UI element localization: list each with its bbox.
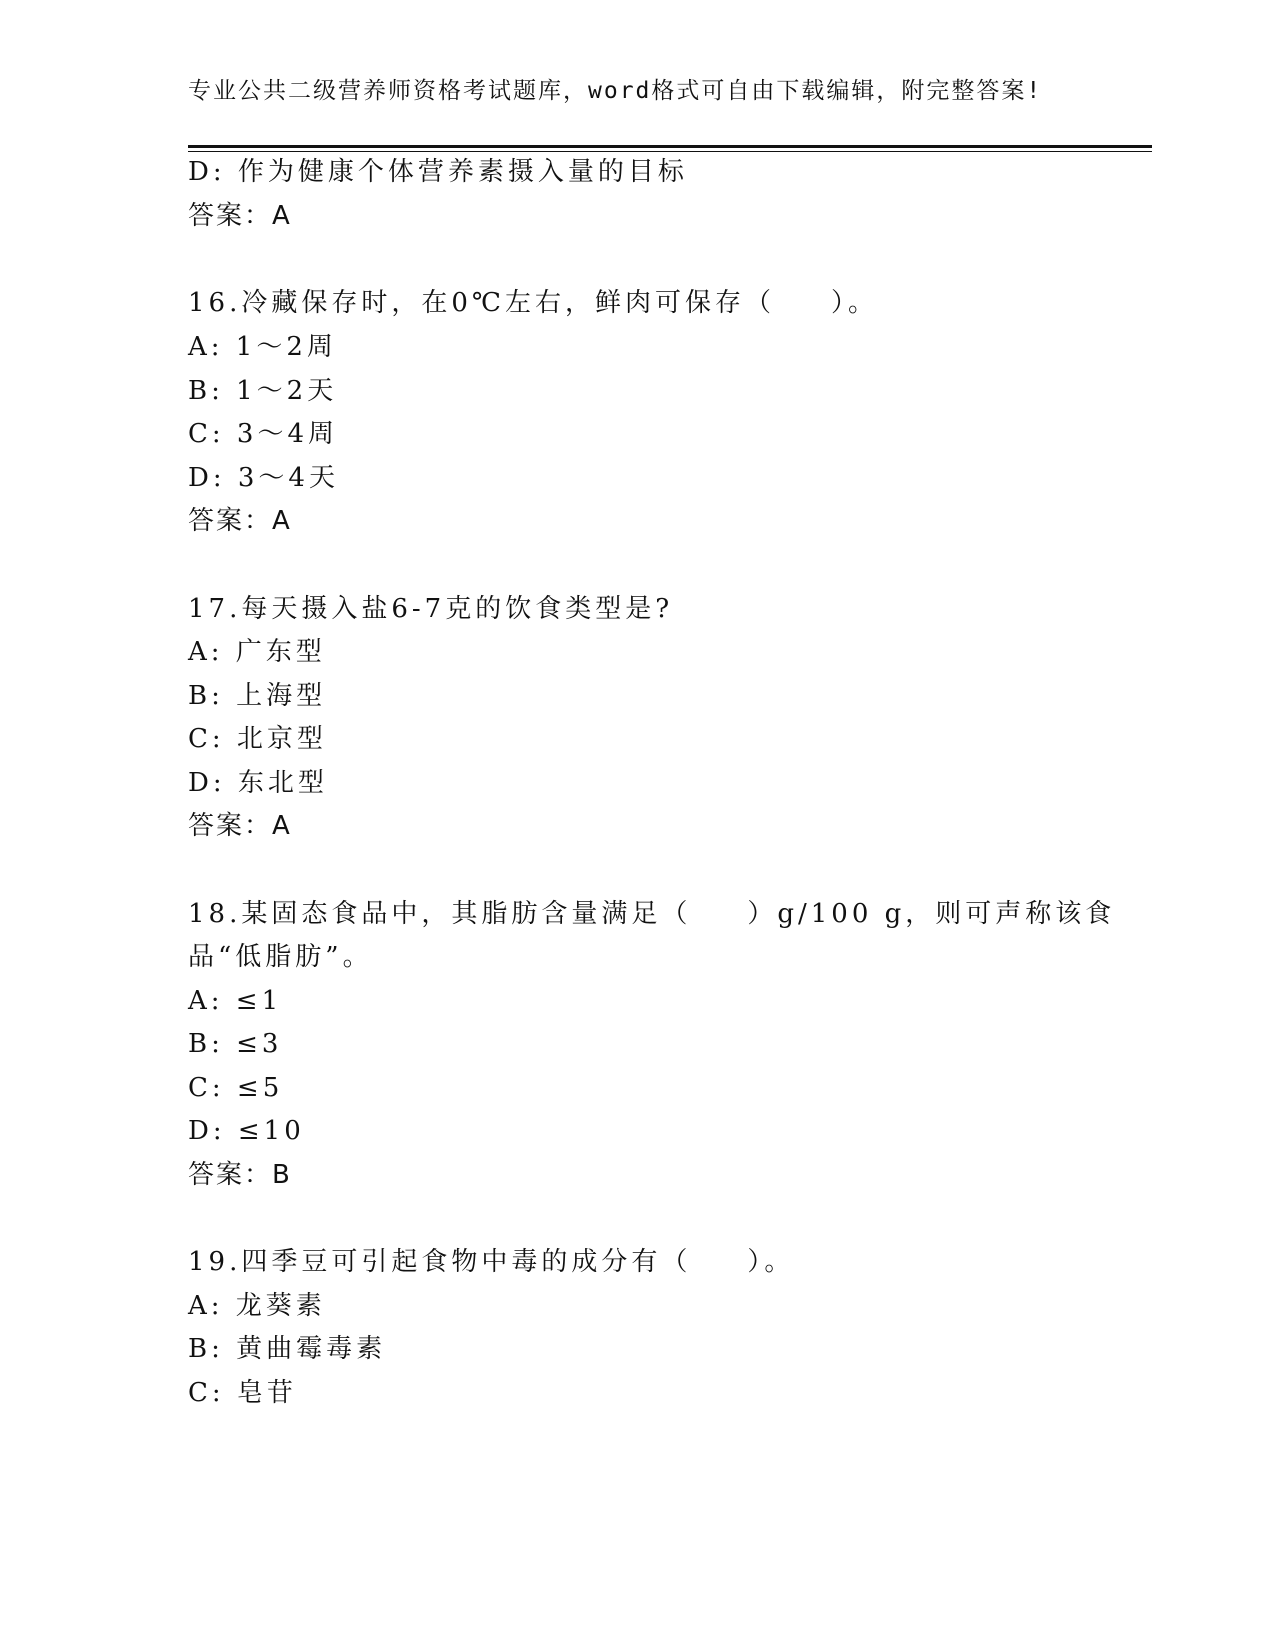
question-stem: [188, 287, 878, 319]
question-stem: [188, 1246, 794, 1278]
question-stem-part: 16.冷藏保存时，在0℃左右，鲜肉可保存（: [188, 288, 775, 318]
question-stem-part: 18.某固态食品中，其脂肪含量满足（: [188, 899, 692, 929]
question-stem-part: ）g/100 g，则可声称该食: [747, 899, 1116, 929]
answer-line: 答案：A: [188, 506, 292, 536]
option-c: C: 皂苷: [188, 1378, 297, 1408]
question-stem-part: ）。: [830, 288, 878, 318]
option-d: D: 作为健康个体营养素摄入量的目标: [188, 157, 688, 187]
question-stem: [188, 898, 1115, 930]
option-a: A: 龙葵素: [188, 1291, 326, 1321]
answer-line: 答案：A: [188, 811, 292, 841]
option-b: B: 1～2天: [188, 376, 338, 406]
option-b: B: ≤3: [188, 1029, 283, 1059]
option-c: C: 北京型: [188, 724, 327, 754]
option-d: D: 东北型: [188, 768, 328, 798]
option-b: B: 黄曲霉毒素: [188, 1334, 387, 1364]
header-rule-thin: [188, 151, 1152, 152]
header-rule-thick: [188, 145, 1152, 148]
option-d: D: ≤10: [188, 1116, 305, 1146]
option-a: A: ≤1: [188, 986, 283, 1016]
question-stem-part: ）。: [747, 1247, 795, 1277]
question-stem: 17.每天摄入盐6-7克的饮食类型是?: [188, 594, 674, 624]
option-c: C: 3～4周: [188, 419, 339, 449]
answer-line: 答案：B: [188, 1160, 292, 1190]
option-a: A: 广东型: [188, 637, 326, 667]
option-a: A: 1～2周: [188, 332, 337, 362]
answer-line: 答案：A: [188, 201, 292, 231]
page-header: 专业公共二级营养师资格考试题库，word格式可自由下载编辑，附完整答案!: [188, 78, 1043, 104]
question-stem-continuation: 品“低脂肪”。: [188, 942, 373, 972]
question-stem-part: 19.四季豆可引起食物中毒的成分有（: [188, 1247, 692, 1277]
option-b: B: 上海型: [188, 681, 327, 711]
option-c: C: ≤5: [188, 1073, 284, 1103]
option-d: D: 3～4天: [188, 463, 339, 493]
